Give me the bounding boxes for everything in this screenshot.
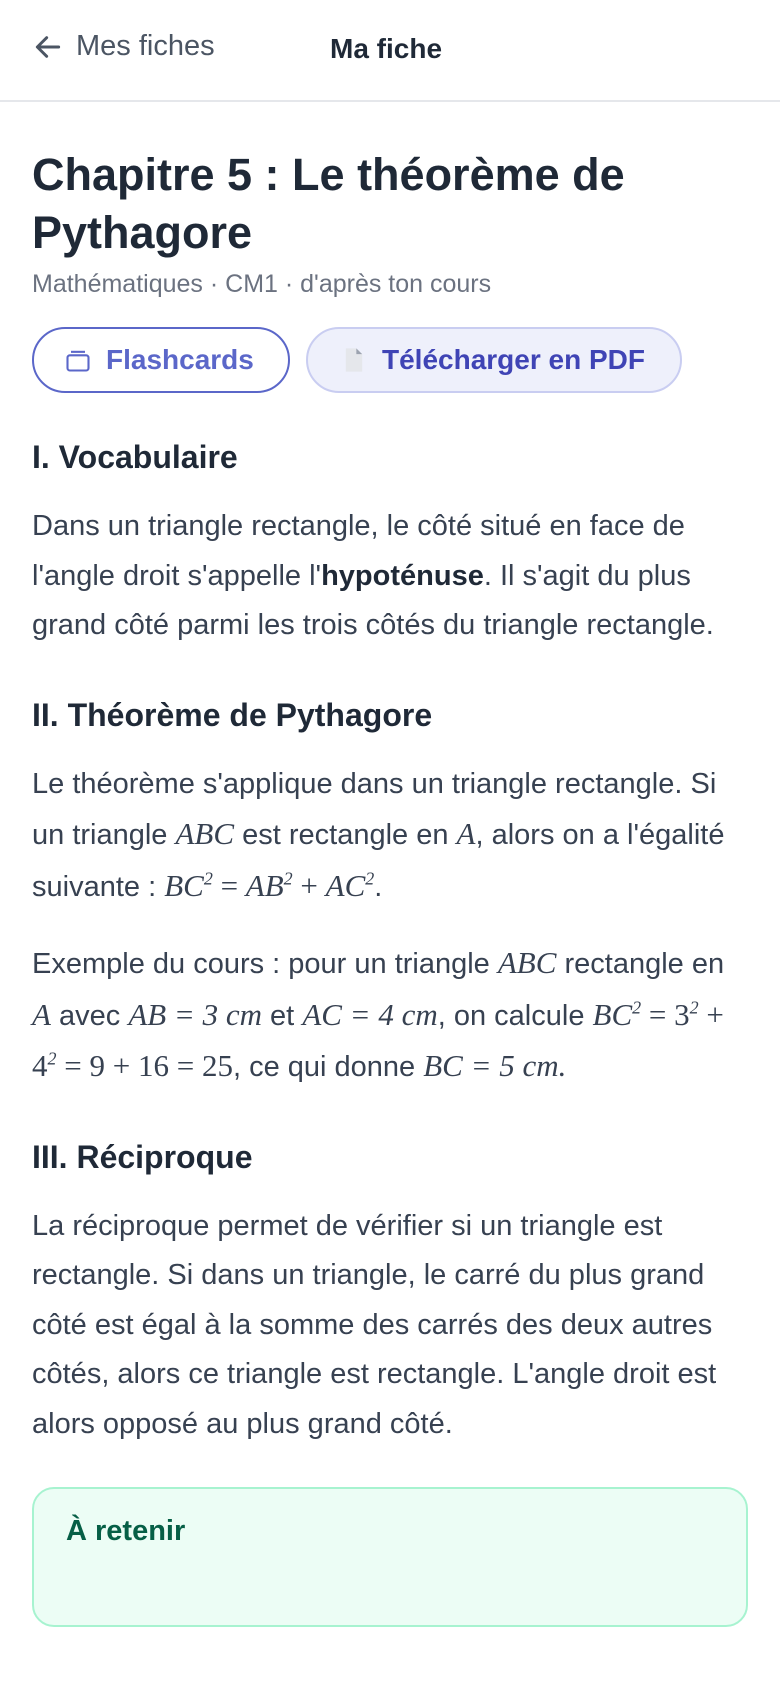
sheet-subtitle: Mathématiques · CM1 · d'après ton cours xyxy=(32,270,492,298)
sheet-title: Chapitre 5 : Le théorème de Pythagore xyxy=(32,149,625,258)
text: , alors on a l'égalité suivante : xyxy=(32,819,725,903)
reciproque-paragraph: La réciproque permet de vérifier si un triangle est rectangle. Si dans un triangle, le carré du plus grand côté est égal à la somme des carrés des deux autres côtés, alors ce triangle est rectangle. L'angle droit est alors opposé au plus grand côté. xyxy=(32,1209,717,1440)
sheet-content xyxy=(0,102,780,1627)
action-buttons xyxy=(32,327,748,393)
section-heading-vocabulaire: I. Vocabulaire xyxy=(32,439,238,475)
math-result: BC = 5 cm. xyxy=(423,1048,567,1083)
text: et xyxy=(262,999,303,1032)
math-a: A xyxy=(32,996,51,1032)
page-title: Ma fiche xyxy=(330,33,443,64)
back-button[interactable] xyxy=(32,30,215,63)
text: rectangle en xyxy=(556,948,725,980)
math-abc: ABC xyxy=(175,816,235,851)
text: Dans un triangle rectangle, le côté situé en face de l'angle droit s'appelle l' xyxy=(32,510,685,592)
a-retenir-box xyxy=(32,1487,748,1627)
a-retenir-title: À retenir xyxy=(66,1515,186,1547)
flashcards-button[interactable] xyxy=(32,327,290,393)
arrow-left-icon xyxy=(32,31,64,63)
back-label: Mes fiches xyxy=(76,30,215,62)
hypotenuse-term: hypoténuse xyxy=(321,559,484,592)
text: Le théorème s'applique dans un triangle rectangle. Si un triangle xyxy=(32,767,717,851)
vocabulaire-paragraph xyxy=(32,502,748,651)
math-ab: AB = 3 cm xyxy=(128,996,262,1032)
download-pdf-button[interactable] xyxy=(306,327,682,393)
text: , on calcule xyxy=(437,999,593,1032)
math-calcul: $BC^2 = 3^2 + 4^2 = 9 + 16 = 25$ xyxy=(32,996,724,1083)
top-bar xyxy=(0,0,780,102)
pdf-label: Télécharger en PDF xyxy=(382,344,645,375)
section-heading-reciproque: III. Réciproque xyxy=(32,1138,253,1175)
math-ac: AC = 4 cm xyxy=(302,996,438,1032)
cards-icon xyxy=(64,346,92,374)
text: , ce qui donne xyxy=(232,1051,424,1083)
math-calcul-end: = 9 + 16 = 25 xyxy=(56,1048,233,1083)
text: est rectangle en xyxy=(234,819,457,851)
section-heading-theoreme: II. Théorème de Pythagore xyxy=(32,696,433,733)
text: . xyxy=(374,870,383,903)
pythagore-formula: $BC^2 = AB^2 + AC^2$ xyxy=(164,867,375,903)
text: . Il s'agit du plus grand côté parmi les trois côtés du triangle rectangle. xyxy=(32,559,714,641)
flashcards-label: Flashcards xyxy=(106,344,254,375)
math-a: A xyxy=(456,816,476,851)
theoreme-paragraph xyxy=(32,760,748,913)
document-icon xyxy=(340,346,368,374)
text: Exemple du cours : pour un triangle xyxy=(32,948,498,980)
math-abc: ABC xyxy=(497,945,557,980)
text: avec xyxy=(50,999,129,1032)
exemple-paragraph xyxy=(32,938,748,1093)
